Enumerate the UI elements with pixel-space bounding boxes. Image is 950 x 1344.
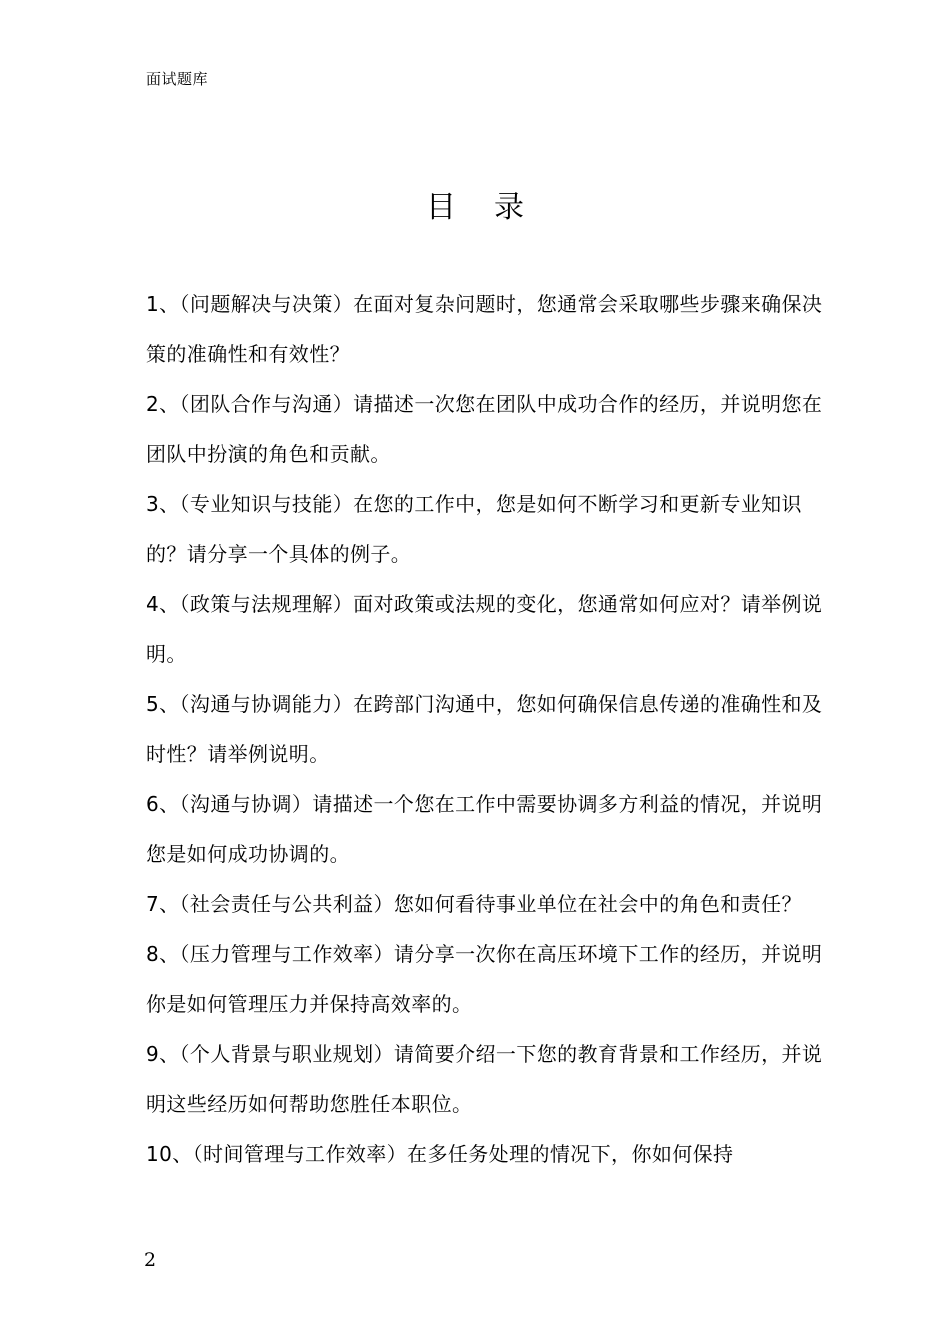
toc-title: 目录 (426, 190, 562, 225)
toc-item-1: 1、（问题解决与决策）在面对复杂问题时，您通常会采取哪些步骤来确保决策的准确性和有效性？ (146, 292, 823, 366)
toc-item-5: 5、（沟通与协调能力）在跨部门沟通中，您如何确保信息传递的准确性和及时性？请举例说明。 (146, 692, 823, 766)
toc-item-8: 8、（压力管理与工作效率）请分享一次你在高压环境下工作的经历，并说明你是如何管理压力并保持高效率的。 (146, 942, 823, 1016)
page-header: 面试题库 (146, 70, 209, 88)
toc-item-3: 3、（专业知识与技能）在您的工作中，您是如何不断学习和更新专业知识的？请分享一个具体的例子。 (146, 492, 802, 566)
toc-list (146, 279, 826, 1179)
toc-item-9: 9、（个人背景与职业规划）请简要介绍一下您的教育背景和工作经历，并说明这些经历如何帮助您胜任本职位。 (146, 1042, 823, 1116)
page-number: 2 (144, 1249, 157, 1271)
toc-item-4: 4、（政策与法规理解）面对政策或法规的变化，您通常如何应对？请举例说明。 (146, 592, 823, 666)
toc-item-2: 2、（团队合作与沟通）请描述一次您在团队中成功合作的经历，并说明您在团队中扮演的角色和贡献。 (146, 392, 823, 466)
toc-item-7: 7、（社会责任与公共利益）您如何看待事业单位在社会中的角色和责任？ (146, 892, 802, 916)
toc-item-10: 10、（时间管理与工作效率）在多任务处理的情况下，你如何保持 (146, 1142, 734, 1166)
toc-item-6: 6、（沟通与协调）请描述一个您在工作中需要协调多方利益的情况，并说明您是如何成功协调的。 (146, 792, 823, 866)
